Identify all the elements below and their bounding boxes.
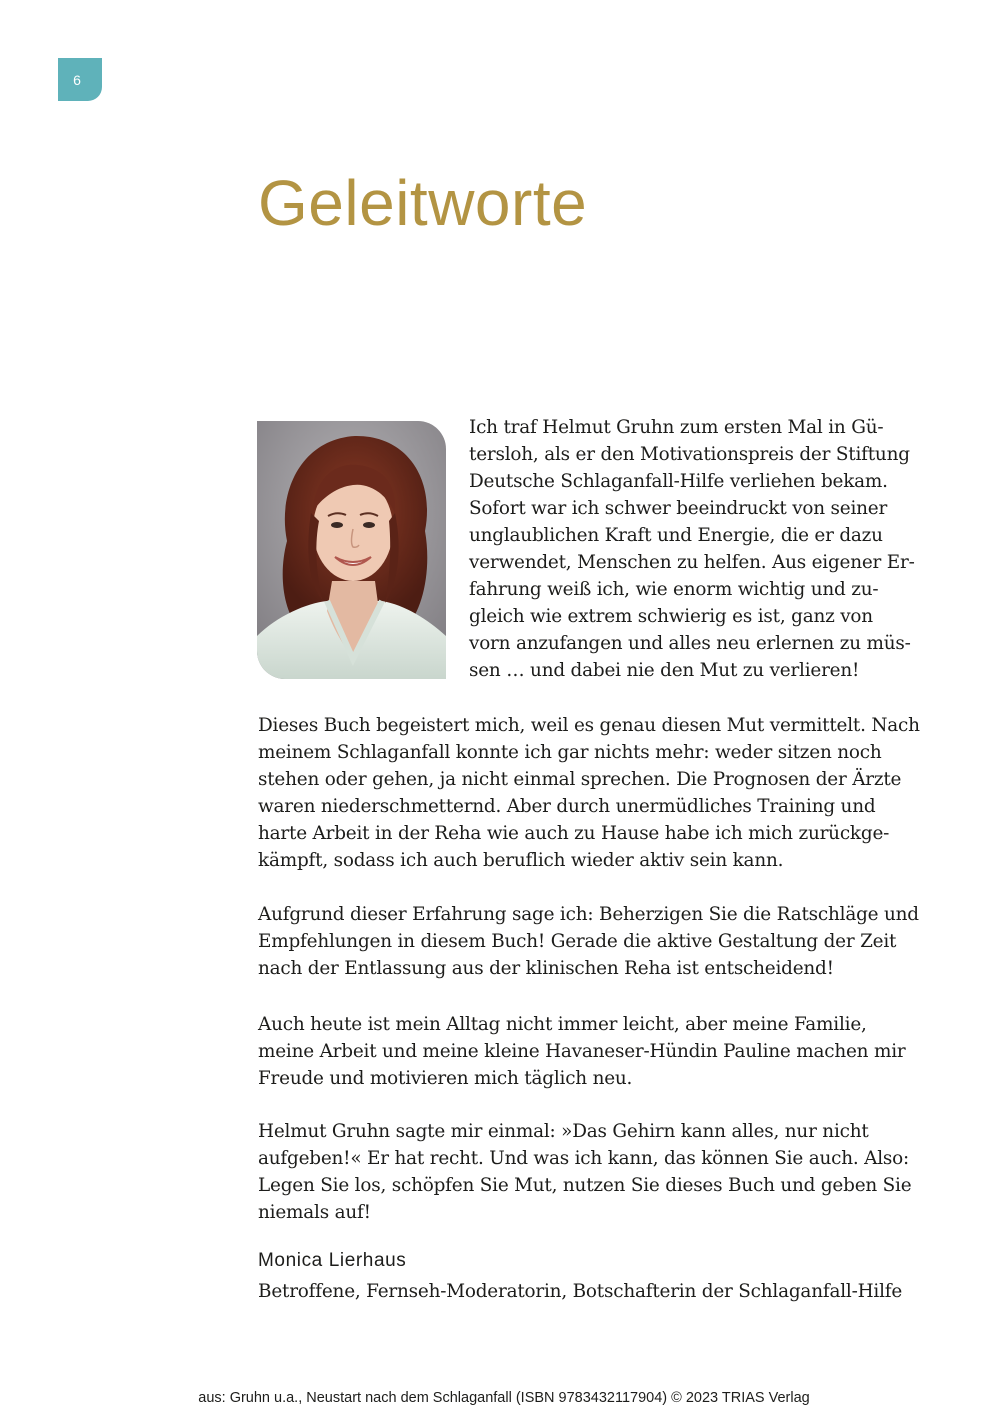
page-number: 6 — [73, 71, 81, 88]
body-paragraph-4: Helmut Gruhn sagte mir einmal: »Das Gehirn kann alles, nur nicht aufgeben!« Er hat recht. Und was ich kann, das können Sie auch. Also: Legen Sie los, schöpfen Sie Mut, nutzen Sie dieses Buch und geben Sie niemals auf! — [258, 1121, 912, 1223]
intro-paragraph: Ich traf Helmut Gruhn zum ersten Mal in Gü- tersloh, als er den Motivationspreis der Stiftung Deutsche Schlaganfall-Hilfe verliehen bekam. Sofort war ich schwer beeindruckt von seiner unglaublichen Kraft und Energie, die er dazu verwendet, Menschen zu helfen. Aus eigener Er- fahrung weiß ich, wie enorm wichtig und zu- gleich wie extrem schwierig es ist, ganz von vorn anzufangen und alles neu erlernen zu müs- sen … und dabei nie den Mut zu verlieren! — [469, 417, 915, 681]
body-paragraph-3: Auch heute ist mein Alltag nicht immer leicht, aber meine Familie, meine Arbeit und meine kleine Havaneser-Hündin Pauline machen mir Freude und motivieren mich täglich neu. — [258, 1014, 906, 1089]
page-title: Geleitworte — [258, 167, 588, 239]
page-number-tab — [58, 58, 102, 101]
portrait-photo — [257, 421, 446, 679]
body-paragraph-2: Aufgrund dieser Erfahrung sage ich: Beherzigen Sie die Ratschläge und Empfehlungen in diesem Buch! Gerade die aktive Gestaltung der Zeit nach der Entlassung aus der klinischen Reha ist entscheidend! — [258, 904, 919, 979]
body-paragraph-1: Dieses Buch begeistert mich, weil es genau diesen Mut vermittelt. Nach meinem Schlaganfall konnte ich gar nichts mehr: weder sitzen noch stehen oder gehen, ja nicht einmal sprechen. Die Prognosen der Ärzte waren niederschmetternd. Aber durch unermüdliches Training und harte Arbeit in der Reha wie auch zu Hause habe ich mich zurückge- kämpft, sodass ich auch beruflich wieder aktiv sein kann. — [258, 715, 920, 871]
source-citation: aus: Gruhn u.a., Neustart nach dem Schlaganfall (ISBN 9783432117904) © 2023 TRIAS Verlag — [198, 1390, 810, 1406]
source-footer — [0, 1390, 1004, 1406]
author-name: Monica Lierhaus — [258, 1250, 407, 1271]
author-portrait — [257, 421, 446, 679]
author-role: Betroffene, Fernseh-Moderatorin, Botschafterin der Schlaganfall-Hilfe — [258, 1281, 903, 1302]
